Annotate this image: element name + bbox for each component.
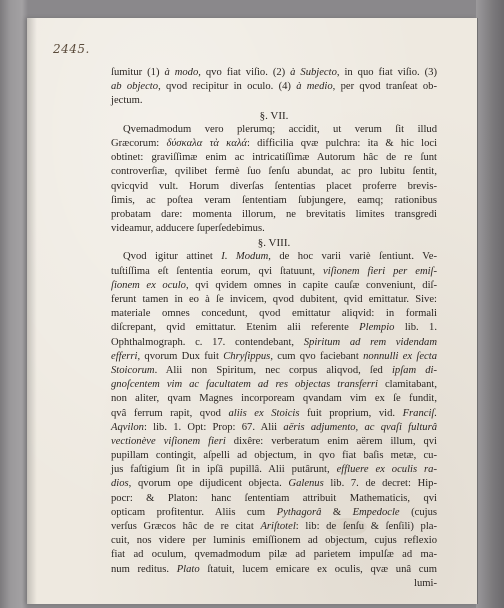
text-line <box>111 392 437 406</box>
italic-text: à medio <box>296 81 333 93</box>
italic-text: dios <box>111 478 129 490</box>
roman-text: jus faſtigium ſit in ipſâ pupillâ. Alii putârunt, <box>111 464 337 476</box>
text-line <box>111 222 437 236</box>
roman-text: : lib: de ſenſu & ſenſili) pla- <box>295 521 437 532</box>
text-line <box>111 449 437 463</box>
text-line <box>111 180 437 194</box>
italic-text: à modo <box>164 67 199 78</box>
italic-text: Spiritum ad rem videndam <box>303 336 437 348</box>
roman-text: : difficilia qvæ pulchra: ita & hic loci <box>246 137 438 149</box>
roman-text: opticam profitentur. Aliis cum <box>111 506 277 518</box>
roman-text: non aliter, qvam Magnes incorpoream qvandam vim ex ſe fundit, <box>111 393 437 405</box>
italic-text: efferri <box>111 350 138 362</box>
text-line <box>111 492 437 506</box>
italic-text: aliis ex Stoicis <box>228 407 300 419</box>
roman-text: qvicqvid vult. Horum diverſas ſententias placet proferre brevis- <box>111 180 437 192</box>
roman-text: obtinet: graviſſimæ enim ac intricatiſſimæ Autorum hâc de re ſunt <box>111 152 437 164</box>
italic-text: vectionève viſionem fieri <box>111 435 226 447</box>
roman-text: jectum. <box>111 95 143 107</box>
roman-text: Qvemadmodum vero plerumq; accidit, ut verum ſit illud <box>123 123 437 135</box>
text-line <box>111 534 437 548</box>
roman-text: cuit, nos videre per luminis emiſſionem ad objectum, cujus reflexio <box>111 535 437 547</box>
italic-text: Pythagorâ <box>276 506 322 518</box>
roman-text: qvâ ferrum rapit, qvod <box>111 407 229 419</box>
italic-text: ipſam di- <box>391 364 437 376</box>
text-line <box>111 293 437 307</box>
italic-text: Chryſippus <box>223 350 271 362</box>
roman-text: tuſtiſſima eſt ſententia eorum, qvi ſtatuunt, <box>111 265 324 277</box>
italic-text: Ariſtotel <box>260 521 296 532</box>
text-line <box>111 194 437 208</box>
text-line <box>111 463 437 477</box>
text-line <box>111 435 437 449</box>
roman-text: , qvorum Dux fuit <box>137 350 224 362</box>
italic-text: Plempio <box>359 322 395 334</box>
roman-text: pocr: & Platon: hanc ſententiam attribuit Mathematicis, qvi <box>111 492 437 504</box>
roman-text: , cum qvo faciebant <box>270 350 364 362</box>
text-line <box>111 165 437 179</box>
text-line <box>111 506 437 520</box>
page-text <box>111 66 437 591</box>
text-line <box>111 250 437 264</box>
text-line <box>111 137 437 151</box>
text-line <box>111 520 437 534</box>
roman-text: Ophthalmograph. c. 17. contendebant, <box>111 336 304 348</box>
text-line <box>111 94 437 108</box>
roman-text: Græcorum: <box>111 137 167 149</box>
roman-text: verſus Græcos hâc de re citat <box>111 521 261 532</box>
roman-text: , de hoc varii variè ſentiunt. Ve- <box>268 251 437 263</box>
roman-text: materiale omnes concedunt, qvod emittatur aliqvid: in formali <box>111 308 437 320</box>
text-line <box>111 407 437 421</box>
roman-text: lumi- <box>414 577 437 589</box>
roman-text: probatam dare: momenta illorum, ne brevitatis limites transgredi <box>111 208 437 220</box>
italic-text: gnoſcentem vim ac facultatem ad res objectas transferri <box>111 379 378 391</box>
text-line <box>111 80 437 94</box>
roman-text: , in quo fiat viſio. (3) <box>336 67 437 78</box>
italic-text: Aqvilon <box>111 421 144 433</box>
roman-text: fuit proprium, vid. <box>299 407 403 419</box>
italic-text: Stoicorum <box>111 364 155 376</box>
text-line <box>111 279 437 293</box>
roman-text: diſcrepant, qvid emittatur. Etenim alii referente <box>111 322 360 334</box>
italic-text: Plato <box>176 563 200 575</box>
roman-text: . Alii non Spiritum, nec corpus aliqvod, ſed <box>154 364 392 376</box>
text-line <box>111 477 437 491</box>
italic-text: Franciſ. <box>402 407 437 419</box>
roman-text: Qvod igitur attinet <box>123 251 222 263</box>
text-line <box>111 307 437 321</box>
text-line <box>111 265 437 279</box>
roman-text: ſimis, ac poſtea veram ſententiam ſubjungere, eamq; rationibus <box>111 194 437 206</box>
gutter-shadow <box>27 18 37 604</box>
italic-text: Galenus <box>288 478 324 490</box>
roman-text: dixêre: verberatum enim aërem illum, qvi <box>225 435 437 447</box>
italic-text: ab objecto <box>111 81 159 93</box>
text-line <box>111 378 437 392</box>
roman-text: fiat ad oculum, qvemadmodum pilæ ad parietem impulſæ ad ma- <box>111 549 437 561</box>
roman-text: num reditus. <box>111 563 177 575</box>
roman-text: (cujus <box>399 506 437 518</box>
italic-text: aëris adjumento, ac qvaſi fulturâ <box>283 421 437 433</box>
roman-text: lib. 1. <box>394 322 437 334</box>
text-line <box>111 548 437 562</box>
roman-text: & <box>321 506 353 518</box>
adjacent-page-edge <box>476 0 504 608</box>
text-line <box>111 151 437 165</box>
roman-text: videamur, adducere ſuperſedebimus. <box>111 223 265 235</box>
roman-text: pupillam contingit, aſpelli ad objectum, in qvo fiat baſis metæ, cu- <box>111 450 437 462</box>
italic-text: effluere ex oculis ra- <box>336 464 437 476</box>
roman-text: ferunt tamen in eo à ſe invicem, qvod dubitent, qvid emittatur. Sive: <box>111 294 437 305</box>
roman-text: clamitabant, <box>377 379 438 391</box>
italic-text: I. Modum <box>221 251 269 263</box>
text-line <box>111 208 437 222</box>
italic-text: Empedocle <box>352 506 400 518</box>
roman-text: , qvo fiat viſio. (2) <box>198 67 291 78</box>
roman-text: , qvorum ope dijudicent objecta. <box>128 478 289 490</box>
roman-text: ſtatuit, lucem emicare ex oculis, qvæ unâ cum <box>199 563 437 575</box>
text-line <box>111 563 437 577</box>
text-line <box>111 421 437 435</box>
catchword-line <box>111 577 437 591</box>
book-page <box>27 18 477 604</box>
text-line <box>111 123 437 137</box>
text-line <box>111 350 437 364</box>
text-line <box>111 336 437 350</box>
roman-text: , per qvod tranſeat ob- <box>332 81 438 93</box>
roman-text: lib. 7. de decret: Hip- <box>323 478 437 490</box>
italic-text: à Subjecto <box>290 67 337 78</box>
section-heading: §. VIII. <box>257 237 291 250</box>
text-line <box>111 66 437 80</box>
italic-text: ſionem ex oculo <box>111 279 186 291</box>
roman-text: controverſiæ, qvilibet fermè ſuo ſenſu abundat, ac pro lubitu ſentit, <box>111 166 437 178</box>
text-line <box>111 364 437 378</box>
roman-text: , qvod recipitur in oculo. (4) <box>158 81 297 93</box>
section-heading: §. VII. <box>259 109 289 122</box>
italic-text: nonnulli ex ſecta <box>363 350 437 362</box>
italic-text: δύσκαλα τὰ καλά <box>166 137 247 149</box>
roman-text: ſumitur (1) <box>111 67 165 78</box>
folio-number: 2445. <box>53 42 90 56</box>
roman-text: , qvi qvidem omnes in capite cauſæ conveniunt, diſ- <box>185 279 437 291</box>
roman-text: : lib. 1. Opt: Prop: 67. Alii <box>143 421 284 433</box>
text-line <box>111 321 437 335</box>
italic-text: viſionem fieri per emiſ- <box>323 265 438 277</box>
